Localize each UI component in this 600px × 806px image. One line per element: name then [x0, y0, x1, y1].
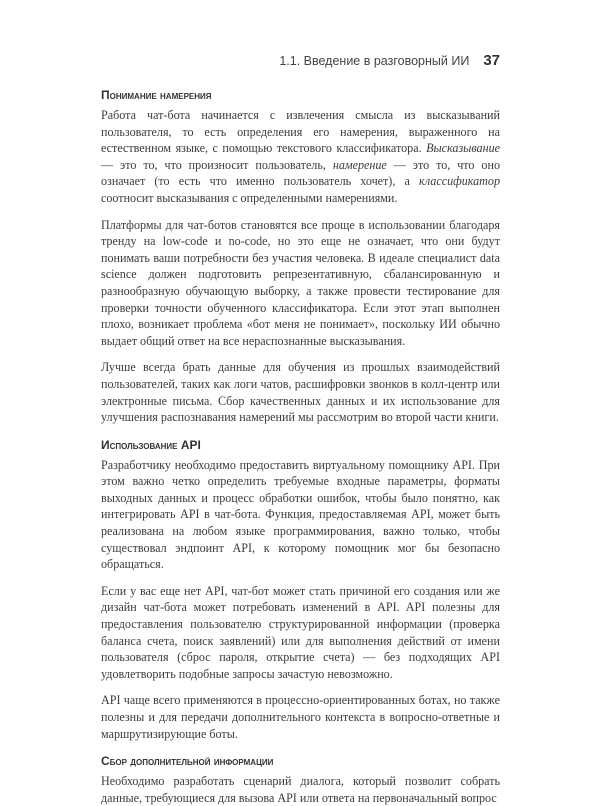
paragraph: Если у вас еще нет API, чат-бот может стать причиной его создания или же дизайн чат-бота может потребовать изменений в API. API полезны для предоставления пользователю структурированной информации (проверка баланса счета, поиск заявлений) или для выполнения действий от имени пользователя (сброс пароля, открытие счета) — без подходящих API удовлетворить подобные запросы зачастую невозможно.: [101, 583, 500, 681]
section-heading-intent: Понимание намерения: [101, 88, 212, 102]
running-title: 1.1. Введение в разговорный ИИ: [279, 54, 470, 68]
paragraph-text: соотносит высказывания с определенными намерениями.: [101, 190, 398, 205]
term-utterance: Высказывание: [426, 141, 500, 156]
page-body: [101, 88, 500, 806]
term-classifier: классификатор: [418, 174, 500, 189]
paragraph-text: — это то, что оно означает (то есть что именно пользователь хочет), а: [101, 157, 500, 189]
paragraph: Необходимо разработать сценарий диалога, который позволит собрать данные, требующиеся для вызова API или ответа на первоначальный вопрос: [101, 774, 500, 805]
paragraph-text: — это то, что произносит пользователь,: [101, 157, 333, 172]
section-heading-api: Использование API: [101, 437, 201, 452]
paragraph-text: Работа чат-бота начинается с извлечения смысла из высказываний пользователя, то есть определения его намерения, выраженного на естественном языке, с помощью текстового классификатора.: [101, 108, 500, 156]
running-header: [279, 52, 500, 69]
paragraph: Разработчику необходимо предоставить виртуальному помощнику API. При этом важно четко определить требуемые входные параметры, форматы выходных данных и процесс обработки ошибок, чтобы было понятно, как интегрировать API в чат-бота. Функция, предоставляемая API, может быть реализована на любом языке программирования, важно только, чтобы существовал эндпоинт API, к которому помощник мог бы безопасно обращаться.: [101, 457, 500, 572]
paragraph: API чаще всего применяются в процессно-ориентированных ботах, но также полезны и для передачи дополнительного контекста в вопросно-ответные и маршрутизирующие боты.: [101, 693, 500, 741]
paragraph: Платформы для чат-ботов становятся все проще в использовании благодаря тренду на low-code и no-code, но это еще не означает, что они будут понимать ваши потребности без участия человека. В идеале специалист data science должен подготовить репрезентативную, сбалансированную и разнообразную обучающую выборку, а также провести тестирование для проверки точности обученного классификатора. Если этот этап выполнен плохо, возникает проблема «бот меня не понимает», поскольку ИИ обычно выдает общий ответ на все нераспознанные высказывания.: [101, 217, 500, 348]
section-heading-info-collection: Сбор дополнительной информации: [101, 754, 274, 769]
page-number: 37: [483, 52, 500, 69]
paragraph: [101, 107, 500, 207]
term-intent: намерение: [332, 157, 387, 172]
paragraph: Лучше всегда брать данные для обучения из прошлых взаимодействий пользователей, таких как логи чатов, расшифровки звонков в колл-центр или электронные письма. Сбор качественных данных и их использование для улучшения распознавания намерений мы рассмотрим во второй части книги.: [101, 360, 500, 425]
